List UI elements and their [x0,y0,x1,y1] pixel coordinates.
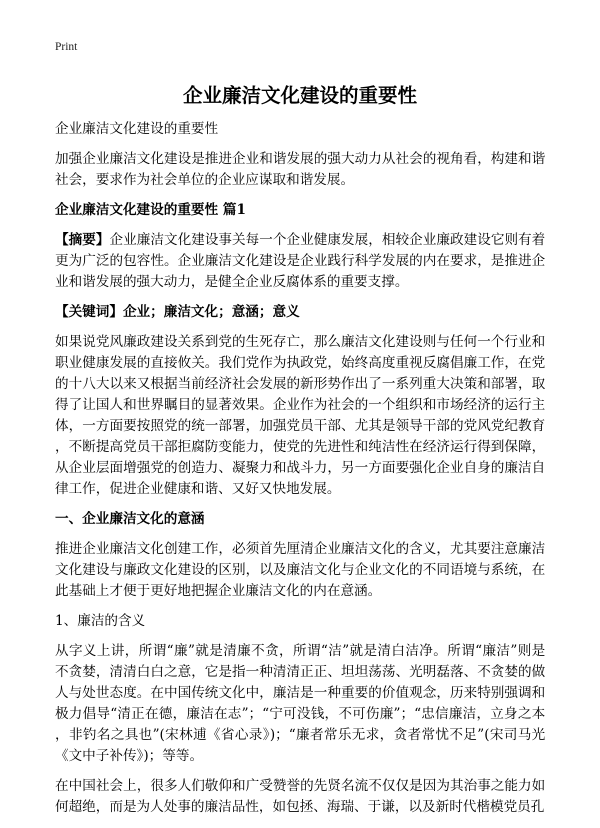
article-heading: 企业廉洁文化建设的重要性 篇1 [55,202,246,219]
subsection-1-heading: 1、廉洁的含义 [55,613,146,630]
keywords-paragraph [55,302,545,323]
document-body [55,119,545,818]
subsection-1-paragraph: 从字义上讲，所谓“廉”就是清廉不贪，所谓“洁”就是清白洁净。所谓“廉洁”则是不贪婪，清清白白之意，它是指一种清清正正、坦坦荡荡、光明磊落、不贪婪的做人与处世态度。在中国传统文化中，廉洁是一种重要的价值观念，历来特别强调和极力倡导“清正在德，廉洁在志”；“宁可没钱，不可伤廉”；“忠信廉洁，立身之本，非钓名之具也”(宋林逋《省心录》)；“廉者常乐无求，贪者常忧不足”(宋司马光《文中子补传》)；等等。 [55,643,546,765]
intro-paragraph: 加强企业廉洁文化建设是推进企业和谐发展的强大动力从社会的视角看，构建和谐社会，要求作为社会单位的企业应谋取和谐发展。 [55,151,546,189]
opening-paragraph: 如果说党风廉政建设关系到党的生死存亡，那么廉洁文化建设则与任何一个行业和职业健康发展的直接攸关。我们党作为执政党，始终高度重视反腐倡廉工作，在党的十八大以来又根据当前经济社会发展的新形势作出了一系列重大决策和部署，取得了让国人和世界瞩目的显著效果。企业作为社会的一个组织和市场经济的运行主体，一方面要按照党的统一部署，加强党员干部、尤其是领导干部的党风党纪教育，不断提高党员干部拒腐防变能力，使党的先进性和纯洁性在经济运行得到保障，从企业层面增强党的创造力、凝聚力和战斗力，另一方面要强化企业自身的廉洁自律工作，促进企业健康和谐、又好又快地发展。 [55,334,546,498]
abstract-label: 【摘要】 [55,232,110,249]
keywords-text: 企业；廉洁文化；意涵；意义 [122,304,300,321]
abstract-paragraph [55,230,545,293]
subsection-1-paragraph: 在中国社会上，很多人们敬仰和广受赞誉的先贤名流不仅仅是因为其治事之能力如何超绝，而是为人处事的廉洁品性，如包拯、海瑞、于谦，以及新时代楷模党员孔 [55,778,546,816]
abstract-text: 企业廉洁文化建设事关每一个企业健康发展，相较企业廉政建设它则有着更为广泛的包容性。企业廉洁文化建设是企业践行科学发展的内在要求，是推进企业和谐发展的强大动力，是健全企业反腐体系的重要支撑。 [55,232,546,291]
section-1-heading: 一、企业廉洁文化的意涵 [55,511,205,528]
lead-line: 企业廉洁文化建设的重要性 [55,121,219,138]
section-1-paragraph: 推进企业廉洁文化创建工作，必须首先厘清企业廉洁文化的含义，尤其要注意廉洁文化建设与廉政文化建设的区别，以及廉洁文化与企业文化的不同语境与系统，在此基础上才便于更好地把握企业廉洁文化的内在意涵。 [55,541,546,600]
print-label: Print [55,41,78,53]
keywords-label: 【关键词】 [55,304,123,321]
document-title: 企业廉洁文化建设的重要性 [182,84,417,107]
